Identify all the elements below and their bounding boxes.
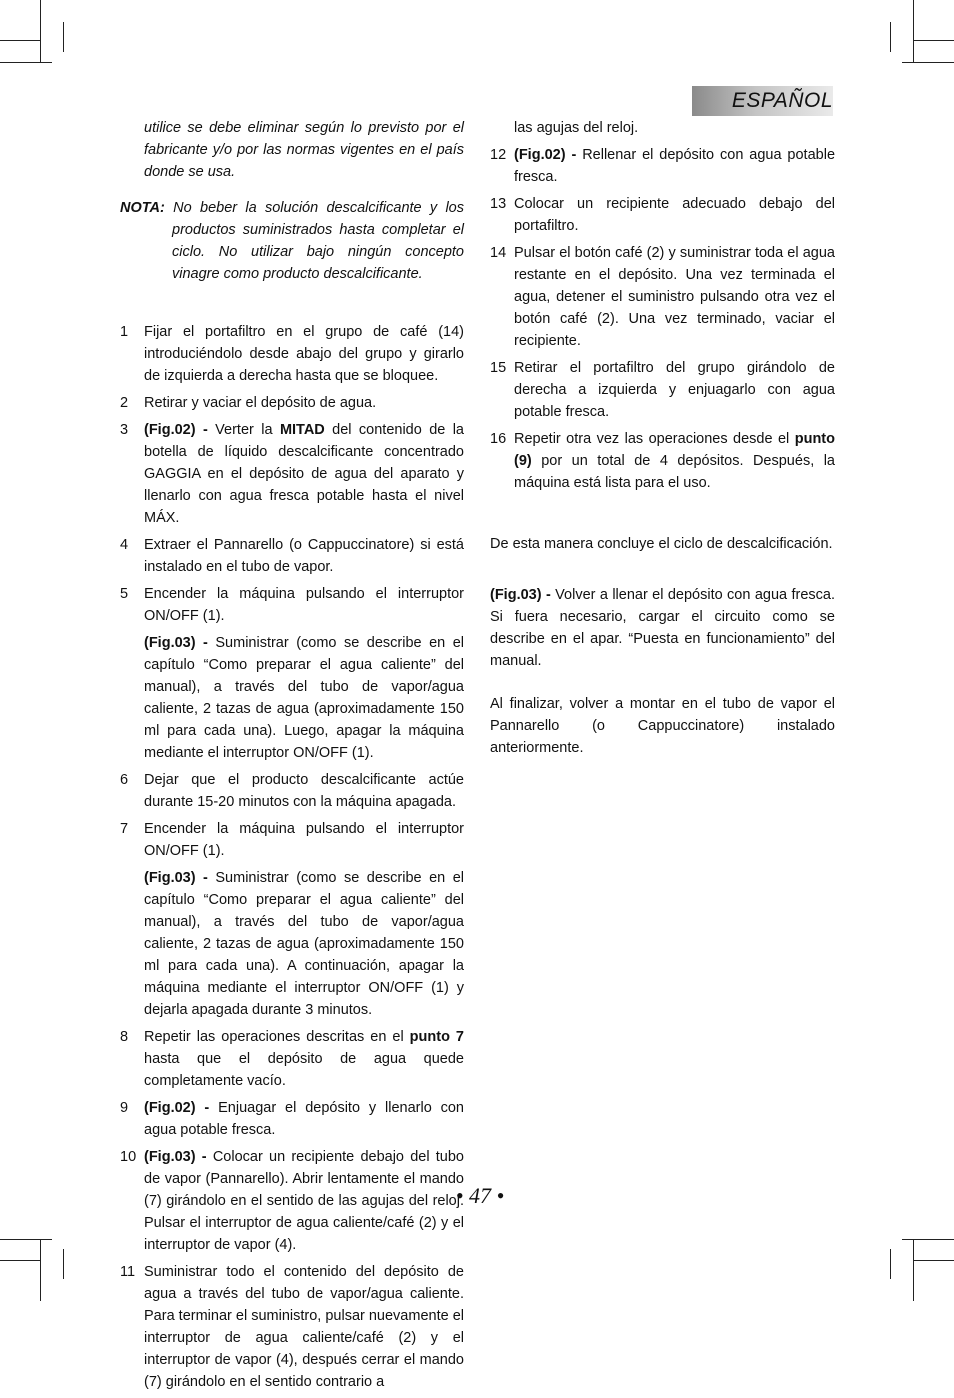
step-text: Repetir otra vez las operaciones desde el — [514, 431, 795, 447]
step-number: 15 — [490, 360, 507, 376]
step-text: Suministrar (como se describe en el capítulo “Como preparar el agua caliente” del manual), a través del tubo de vapor/agua caliente, 2 tazas de agua (aproximadamente 150 ml para cada una). A continuación, apagar la máquina mediante el interruptor ON/OFF (1) y dejarla apagada durante 3 minutos. — [144, 870, 464, 1018]
emphasis: punto 7 — [409, 1029, 464, 1045]
step-number: 4 — [120, 537, 129, 553]
step-7 — [120, 818, 464, 862]
note-continuation: utilice se debe eliminar según lo previsto por el fabricante y/o por las normas vigentes en el país donde se usa. — [144, 120, 464, 180]
left-column — [120, 117, 464, 1398]
crop-mark — [0, 1239, 52, 1240]
step-number: 13 — [490, 196, 507, 212]
step-text: Repetir las operaciones descritas en el — [144, 1029, 410, 1045]
step-13 — [490, 193, 835, 237]
step-number: 14 — [490, 245, 507, 261]
step-text: Verter la — [207, 422, 280, 438]
step-number: 9 — [120, 1100, 129, 1116]
step-text: Extraer el Pannarello (o Cappuccinatore) si está instalado en el tubo de vapor. — [144, 537, 464, 575]
crop-mark — [63, 1249, 64, 1279]
step-10 — [120, 1146, 464, 1256]
conclusion-text: De esta manera concluye el ciclo de descalcificación. — [490, 536, 833, 552]
crop-mark — [890, 22, 891, 52]
step-text: hasta que el depósito de agua quede completamente vacío. — [144, 1051, 464, 1089]
crop-mark — [890, 1249, 891, 1279]
crop-mark — [913, 0, 914, 62]
step-text: Pulsar el botón café (2) y suministrar toda el agua restante en el depósito. Una vez terminada el agua, detener el suministro pulsando otra vez el botón café (2). Una vez terminado, vaciar el recipiente. — [514, 245, 835, 349]
step-12 — [490, 144, 835, 188]
step-text: por un total de 4 depósitos. Después, la máquina está lista para el uso. — [514, 453, 835, 491]
crop-mark — [913, 1239, 914, 1301]
crop-mark — [0, 1260, 40, 1261]
step-text: Suministrar todo el contenido del depósito de agua a través del tubo de vapor/agua caliente. Para terminar el suministro, pulsar nuevamente el interruptor de agua caliente/café (2) y el interruptor de vapor (4), después cerrar el mando (7) girándolo en el sentido contrario a — [144, 1264, 464, 1390]
step-7-detail — [120, 867, 464, 1021]
fig03-paragraph — [490, 584, 835, 672]
step-5-detail — [120, 632, 464, 764]
fig-ref: (Fig.03) - — [144, 635, 208, 651]
step-text: Colocar un recipiente adecuado debajo del portafiltro. — [514, 196, 835, 234]
fig-ref: (Fig.02) - — [144, 1100, 210, 1116]
step-3 — [120, 419, 464, 529]
step-number: 10 — [120, 1149, 137, 1165]
step-number: 6 — [120, 772, 129, 788]
step-number: 16 — [490, 431, 507, 447]
step-text: Encender la máquina pulsando el interruptor ON/OFF (1). — [144, 586, 464, 624]
step-number: 2 — [120, 395, 129, 411]
right-column — [490, 117, 835, 759]
step-text: Fijar el portafiltro en el grupo de café (14) introduciéndolo desde abajo del grupo y girarlo de izquierda a derecha hasta que se bloquee. — [144, 324, 464, 384]
language-label: ESPAÑOL — [731, 89, 833, 112]
step-number: 3 — [120, 422, 129, 438]
fig-ref: (Fig.03) - — [490, 587, 551, 603]
crop-mark — [914, 1260, 954, 1261]
crop-mark — [0, 40, 40, 41]
nota-text: No beber la solución descalcificante y los productos suministrados hasta completar el ciclo. No utilizar bajo ningún concepto vinagre como producto descalcificante. — [172, 200, 465, 282]
page-number: • 47 • — [455, 1183, 505, 1208]
step-text: Rellenar el depósito con agua potable fresca. — [514, 147, 836, 185]
nota-block — [120, 197, 464, 285]
language-tab — [692, 86, 833, 116]
step-4 — [120, 534, 464, 578]
step-2 — [120, 392, 464, 414]
fig-ref: (Fig.03) - — [144, 1149, 207, 1165]
step-text: Suministrar (como se describe en el capítulo “Como preparar el agua caliente” del manual), a través del tubo de vapor/agua caliente, 2 tazas de agua (aproximadamente 150 ml para cada una). Luego, apagar la máquina mediante el interruptor ON/OFF (1). — [144, 635, 464, 761]
step-number: 11 — [120, 1264, 136, 1280]
step-11 — [120, 1261, 464, 1393]
step-1 — [120, 321, 464, 387]
crop-mark — [40, 1239, 41, 1301]
step-15 — [490, 357, 835, 423]
step-9 — [120, 1097, 464, 1141]
step-number: 8 — [120, 1029, 129, 1045]
fig-ref: (Fig.02) - — [514, 147, 577, 163]
step-5 — [120, 583, 464, 627]
final-paragraph: Al finalizar, volver a montar en el tubo de vapor el Pannarello (o Cappuccinatore) instalado anteriormente. — [490, 696, 835, 756]
step-11-continuation: las agujas del reloj. — [514, 120, 639, 136]
crop-mark — [63, 22, 64, 52]
fig-ref: (Fig.02) - — [144, 422, 208, 438]
step-number: 5 — [120, 586, 129, 602]
step-text: del contenido de la botella de líquido descalcificante concentrado GAGGIA en el depósito de agua del aparato y llenarlo con agua fresca potable hasta el nivel MÁX. — [144, 422, 464, 526]
step-text: Dejar que el producto descalcificante actúe durante 15-20 minutos con la máquina apagada. — [144, 772, 464, 810]
step-number: 12 — [490, 147, 507, 163]
crop-mark — [902, 1239, 954, 1240]
step-number: 1 — [120, 324, 129, 340]
step-text: Enjuagar el depósito y llenarlo con agua potable fresca. — [144, 1100, 465, 1138]
crop-mark — [40, 0, 41, 62]
paragraph-text: Volver a llenar el depósito con agua fresca. Si fuera necesario, cargar el circuito como se describe en el apar. “Puesta en funcionamiento” del manual. — [490, 587, 835, 669]
crop-mark — [914, 40, 954, 41]
step-16 — [490, 428, 835, 494]
crop-mark — [902, 62, 954, 63]
nota-label: NOTA: — [120, 200, 165, 216]
step-14 — [490, 242, 835, 352]
step-text: Retirar el portafiltro del grupo girándolo de derecha a izquierda y enjuagarlo con agua potable fresca. — [514, 360, 835, 420]
step-number: 7 — [120, 821, 129, 837]
emphasis: punto (9) — [514, 431, 835, 469]
step-6 — [120, 769, 464, 813]
crop-mark — [0, 62, 52, 63]
fig-ref: (Fig.03) - — [144, 870, 208, 886]
step-text: Encender la máquina pulsando el interruptor ON/OFF (1). — [144, 821, 464, 859]
emphasis: MITAD — [279, 422, 325, 438]
step-text: Retirar y vaciar el depósito de agua. — [144, 395, 377, 411]
step-text: Colocar un recipiente debajo del tubo de vapor (Pannarello). Abrir lentamente el mando (7) girándolo en el sentido de las agujas del reloj. Pulsar el interruptor de agua caliente/café (2) y el interruptor de vapor (4). — [144, 1149, 464, 1253]
step-8 — [120, 1026, 464, 1092]
